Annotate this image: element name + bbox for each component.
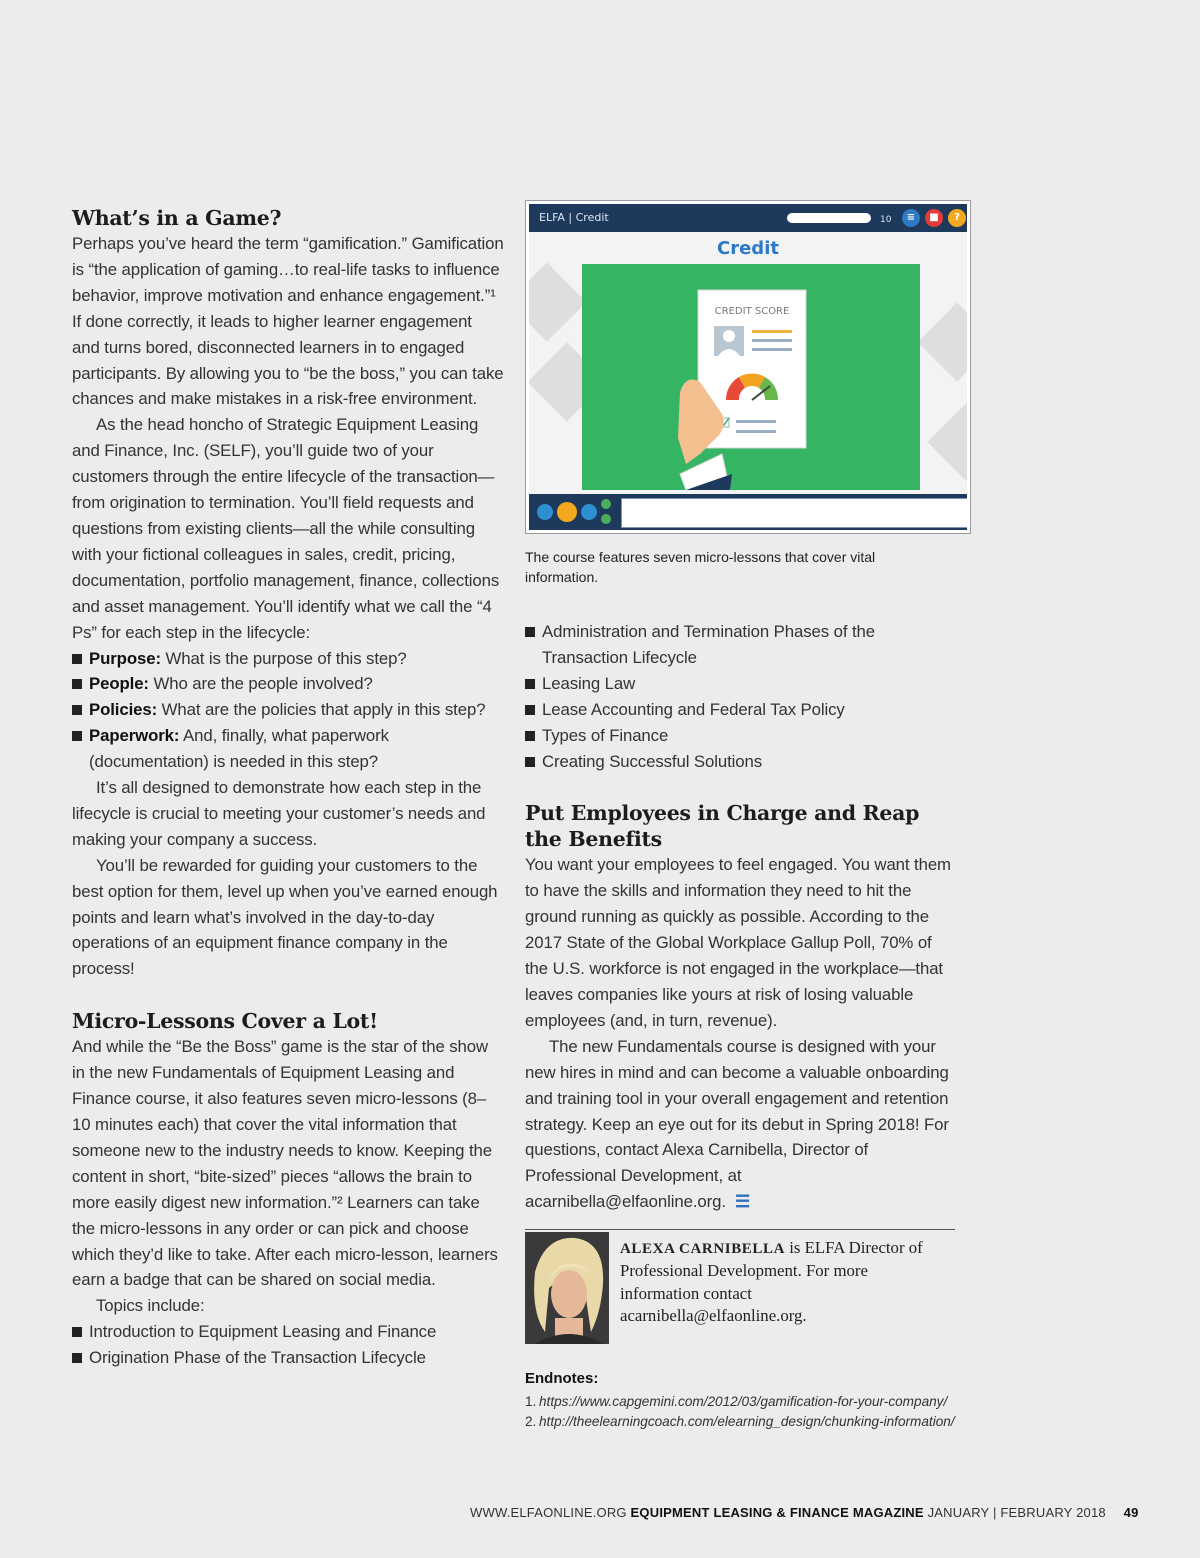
author-bio-box	[525, 1229, 955, 1348]
rewind-icon[interactable]	[537, 504, 553, 520]
help-icon[interactable]: ?	[948, 209, 966, 227]
progress-count: 10	[880, 215, 892, 225]
credit-score-illustration	[582, 264, 920, 490]
endnotes-list	[525, 1393, 955, 1431]
bullet-square-icon	[525, 731, 535, 741]
lesson-illustration-panel	[582, 264, 920, 490]
list-text: What is the purpose of this step?	[160, 648, 407, 668]
bullet-square-icon	[525, 679, 535, 689]
author-bio-body: is ELFA Director of Professional Development. For more information contact acarnibella@elfaonline.org.	[620, 1238, 923, 1325]
paragraph: Perhaps you’ve heard the term “gamification.” Gamification is “the application of gaming…to real-life tasks to influence behavior, improve motivation and enhance engagement.”¹ If done correctly, it leads to higher learner engagement and turns bored, disconnected learners in to engaged participants. By allowing you to “be the boss,” you can take chances and make mistakes in a risk-free environment.	[72, 234, 504, 409]
section-title-put-employees-in-charge: Put Employees in Charge and Reap the Benefits	[525, 801, 920, 852]
endnote	[525, 1413, 955, 1431]
caption-text-box	[621, 498, 967, 528]
player-control-bar	[529, 494, 967, 530]
list-text: Introduction to Equipment Leasing and Finance	[89, 1322, 437, 1342]
list-item	[72, 697, 504, 723]
course-screenshot	[529, 204, 967, 530]
author-photo	[525, 1232, 609, 1344]
gauge-low-label: POOR	[732, 400, 744, 405]
four-ps-list	[72, 646, 504, 776]
right-column	[525, 200, 960, 1433]
left-column	[72, 205, 504, 1371]
list-item	[72, 646, 504, 672]
progress-bar	[787, 213, 871, 223]
endnote	[525, 1393, 955, 1411]
endnotes-title: Endnotes:	[525, 1370, 599, 1388]
bullet-square-icon	[525, 705, 535, 715]
course-screenshot-figure	[525, 200, 971, 534]
page-number: 49	[1123, 1505, 1139, 1520]
background-diamond-shape	[529, 262, 587, 341]
footer-site: WWW.ELFAONLINE.ORG	[470, 1505, 627, 1520]
background-diamond-shape	[917, 302, 967, 381]
gauge-high-label: GOOD	[766, 400, 779, 405]
list-text: Origination Phase of the Transaction Lifecycle	[89, 1348, 426, 1368]
endnote-number: 1.	[525, 1394, 537, 1410]
list-item	[72, 671, 504, 697]
list-text: And, finally, what paperwork (documentation) is needed in this step?	[89, 726, 389, 772]
list-item	[72, 1345, 504, 1371]
section-title-whats-in-a-game: What’s in a Game?	[72, 206, 282, 230]
paragraph: Topics include:	[96, 1296, 205, 1316]
list-item	[72, 1319, 504, 1345]
figure-caption: The course features seven micro-lessons that cover vital information.	[525, 549, 876, 585]
list-term: People:	[89, 674, 149, 694]
background-diamond-shape	[927, 402, 967, 481]
list-item	[525, 671, 955, 697]
footer-magazine: EQUIPMENT LEASING & FINANCE MAGAZINE	[630, 1505, 924, 1520]
topics-list-continued	[525, 619, 955, 774]
endnote-link[interactable]: https://www.capgemini.com/2012/03/gamification-for-your-company/	[539, 1394, 948, 1410]
list-item	[525, 749, 955, 775]
bullet-square-icon	[525, 627, 535, 637]
list-item	[525, 697, 955, 723]
paragraph	[525, 1034, 955, 1215]
list-text: Leasing Law	[542, 673, 636, 693]
topics-list	[72, 1319, 504, 1371]
list-text: Creating Successful Solutions	[542, 751, 763, 771]
list-term: Paperwork:	[89, 726, 180, 746]
page-footer	[470, 1505, 1139, 1520]
paragraph-text: The new Fundamentals course is designed with your new hires in mind and can become a valuable onboarding and training tool in your overall engagement and retention strategy. Keep an eye out for its debut in Spring 2018! For questions, contact Alexa Carnibella, Director of Professional Development, at acarnibella@elfaonline.org.	[525, 1036, 949, 1212]
screen-title: Credit	[717, 238, 779, 259]
paragraph: It’s all designed to demonstrate how each step in the lifecycle is crucial to meeting your customer’s needs and making your company a success.	[72, 778, 486, 849]
list-text: What are the policies that apply in this step?	[157, 700, 486, 720]
end-of-article-icon: ☰	[735, 1192, 750, 1212]
paragraph: As the head honcho of Strategic Equipment Leasing and Finance, Inc. (SELF), you’ll guide two of your customers through the entire lifecycle of the transaction—from origination to termination. You’ll field requests and questions from existing clients—all the while consulting with your fictional colleagues in sales, credit, pricing, documentation, portfolio management, finance, collections and asset management. You’ll identify what we call the “4 Ps” for each step in the lifecycle:	[72, 415, 500, 642]
bullet-square-icon	[72, 654, 82, 664]
bullet-square-icon	[525, 757, 535, 767]
list-text: Who are the people involved?	[148, 674, 373, 694]
bullet-square-icon	[72, 731, 82, 741]
list-term: Policies:	[89, 700, 158, 720]
paragraph: You want your employees to feel engaged. You want them to have the skills and information they need to hit the ground running as quickly as possible. According to the 2017 State of the Global Workplace Gallup Poll, 70% of the U.S. workforce is not engaged in the workplace—that leaves companies like yours at risk of losing valuable employees (and, in turn, revenue).	[525, 855, 951, 1030]
bullet-square-icon	[72, 1327, 82, 1337]
list-item	[525, 723, 955, 749]
captions-icon[interactable]	[601, 499, 611, 509]
endnote-number: 2.	[525, 1413, 537, 1429]
author-bio-text	[620, 1237, 940, 1327]
list-item	[72, 723, 504, 775]
app-title: ELFA | Credit	[539, 211, 609, 224]
stop-icon[interactable]: ■	[925, 209, 943, 227]
list-item	[525, 619, 955, 671]
app-top-bar	[529, 204, 967, 232]
endnote-link[interactable]: http://theelearningcoach.com/elearning_design/chunking-information/	[539, 1413, 955, 1429]
bullet-square-icon	[72, 1353, 82, 1363]
forward-icon[interactable]	[581, 504, 597, 520]
menu-icon[interactable]: ≡	[902, 209, 920, 227]
section-title-micro-lessons: Micro-Lessons Cover a Lot!	[72, 1009, 378, 1034]
list-text: Types of Finance	[542, 725, 669, 745]
footer-issue: JANUARY | FEBRUARY 2018	[927, 1505, 1106, 1520]
list-text: Administration and Termination Phases of the Transaction Lifecycle	[542, 622, 875, 667]
audio-icon[interactable]	[601, 514, 611, 524]
play-icon[interactable]	[557, 502, 577, 522]
list-text: Lease Accounting and Federal Tax Policy	[542, 699, 845, 719]
paragraph: And while the “Be the Boss” game is the star of the show in the new Fundamentals of Equipment Leasing and Finance course, it also features seven micro-lessons (8–10 minutes each) that cover the vital information that someone new to the industry needs to know. Keeping the content in short, “bite-sized” pieces “allows the brain to more easily digest new information.”² Learners can take the micro-lessons in any order or can pick and choose which they’d like to take. After each micro-lesson, learners earn a badge that can be shared on social media.	[72, 1037, 498, 1290]
author-name: ALEXA CARNIBELLA	[620, 1241, 786, 1258]
paragraph: You’ll be rewarded for guiding your customers to the best option for them, level up when you’ve earned enough points and learn what’s involved in the day-to-day operations of an equipment finance company in the process!	[72, 855, 498, 979]
list-term: Purpose:	[89, 648, 161, 668]
bullet-square-icon	[72, 705, 82, 715]
card-title: CREDIT SCORE	[714, 306, 790, 317]
bullet-square-icon	[72, 679, 82, 689]
